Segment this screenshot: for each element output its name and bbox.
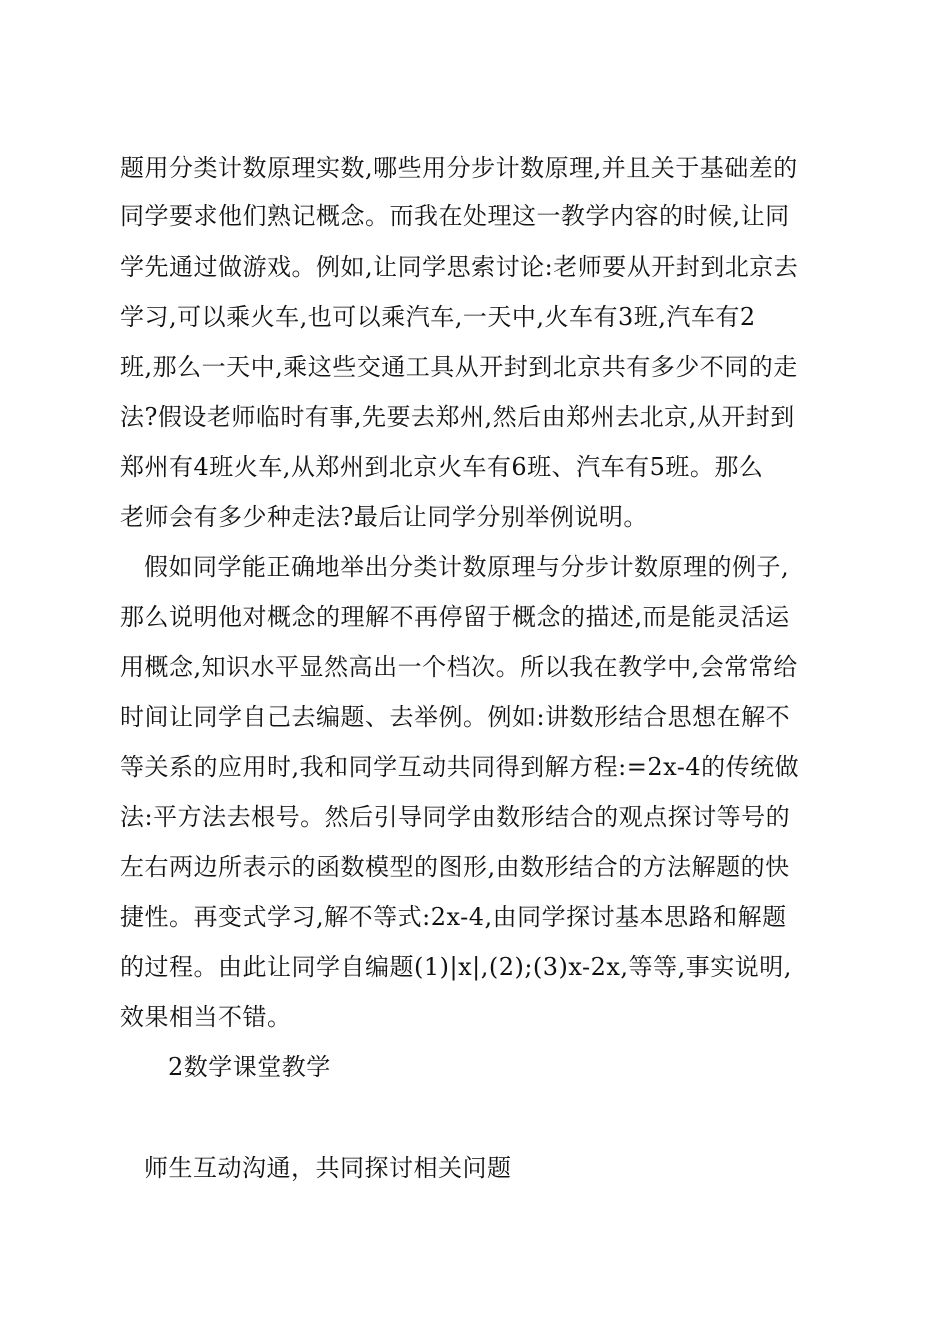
subheading: 师生互动沟通，共同探讨相关问题 xyxy=(144,1154,512,1182)
paragraph1-line: 学先通过做游戏。例如,让同学思索讨论:老师要从开封到北京去 xyxy=(120,253,799,281)
paragraph2-line: 那么说明他对概念的理解不再停留于概念的描述,而是能灵活运 xyxy=(120,603,790,631)
paragraph2-line: 等关系的应用时,我和同学互动共同得到解方程:=2x-4的传统做 xyxy=(120,753,800,781)
paragraph2-line: 左右两边所表示的函数模型的图形,由数形结合的方法解题的快 xyxy=(120,853,790,881)
paragraph1-line: 郑州有4班火车,从郑州到北京火车有6班、汽车有5班。那么 xyxy=(120,453,764,481)
paragraph2-line: 的过程。由此让同学自编题(1)|x|,(2);(3)x-2x,等等,事实说明, xyxy=(120,953,792,981)
paragraph2-line: 效果相当不错。 xyxy=(120,1003,292,1031)
section-heading: 2数学课堂教学 xyxy=(168,1053,331,1081)
paragraph2-line: 时间让同学自己去编题、去举例。例如:讲数形结合思想在解不 xyxy=(120,703,791,731)
paragraph1-line: 题用分类计数原理实数,哪些用分步计数原理,并且关于基础差的 xyxy=(120,154,798,182)
paragraph1-line: 班,那么一天中,乘这些交通工具从开封到北京共有多少不同的走 xyxy=(120,353,798,381)
paragraph1-line: 学习,可以乘火车,也可以乘汽车,一天中,火车有3班,汽车有2 xyxy=(120,303,756,331)
paragraph1-line: 老师会有多少种走法?最后让同学分别举例说明。 xyxy=(120,503,648,531)
paragraph1-line: 法?假设老师临时有事,先要去郑州,然后由郑州去北京,从开封到 xyxy=(120,403,795,431)
paragraph2-line: 用概念,知识水平显然高出一个档次。所以我在教学中,会常常给 xyxy=(120,653,798,681)
paragraph2-line: 捷性。再变式学习,解不等式:2x-4,由同学探讨基本思路和解题 xyxy=(120,903,787,931)
paragraph1-line: 同学要求他们熟记概念。而我在处理这一教学内容的时候,让同 xyxy=(120,202,790,230)
paragraph2-line: 法:平方法去根号。然后引导同学由数形结合的观点探讨等号的 xyxy=(120,803,791,831)
paragraph2-line: 假如同学能正确地举出分类计数原理与分步计数原理的例子, xyxy=(144,553,790,581)
